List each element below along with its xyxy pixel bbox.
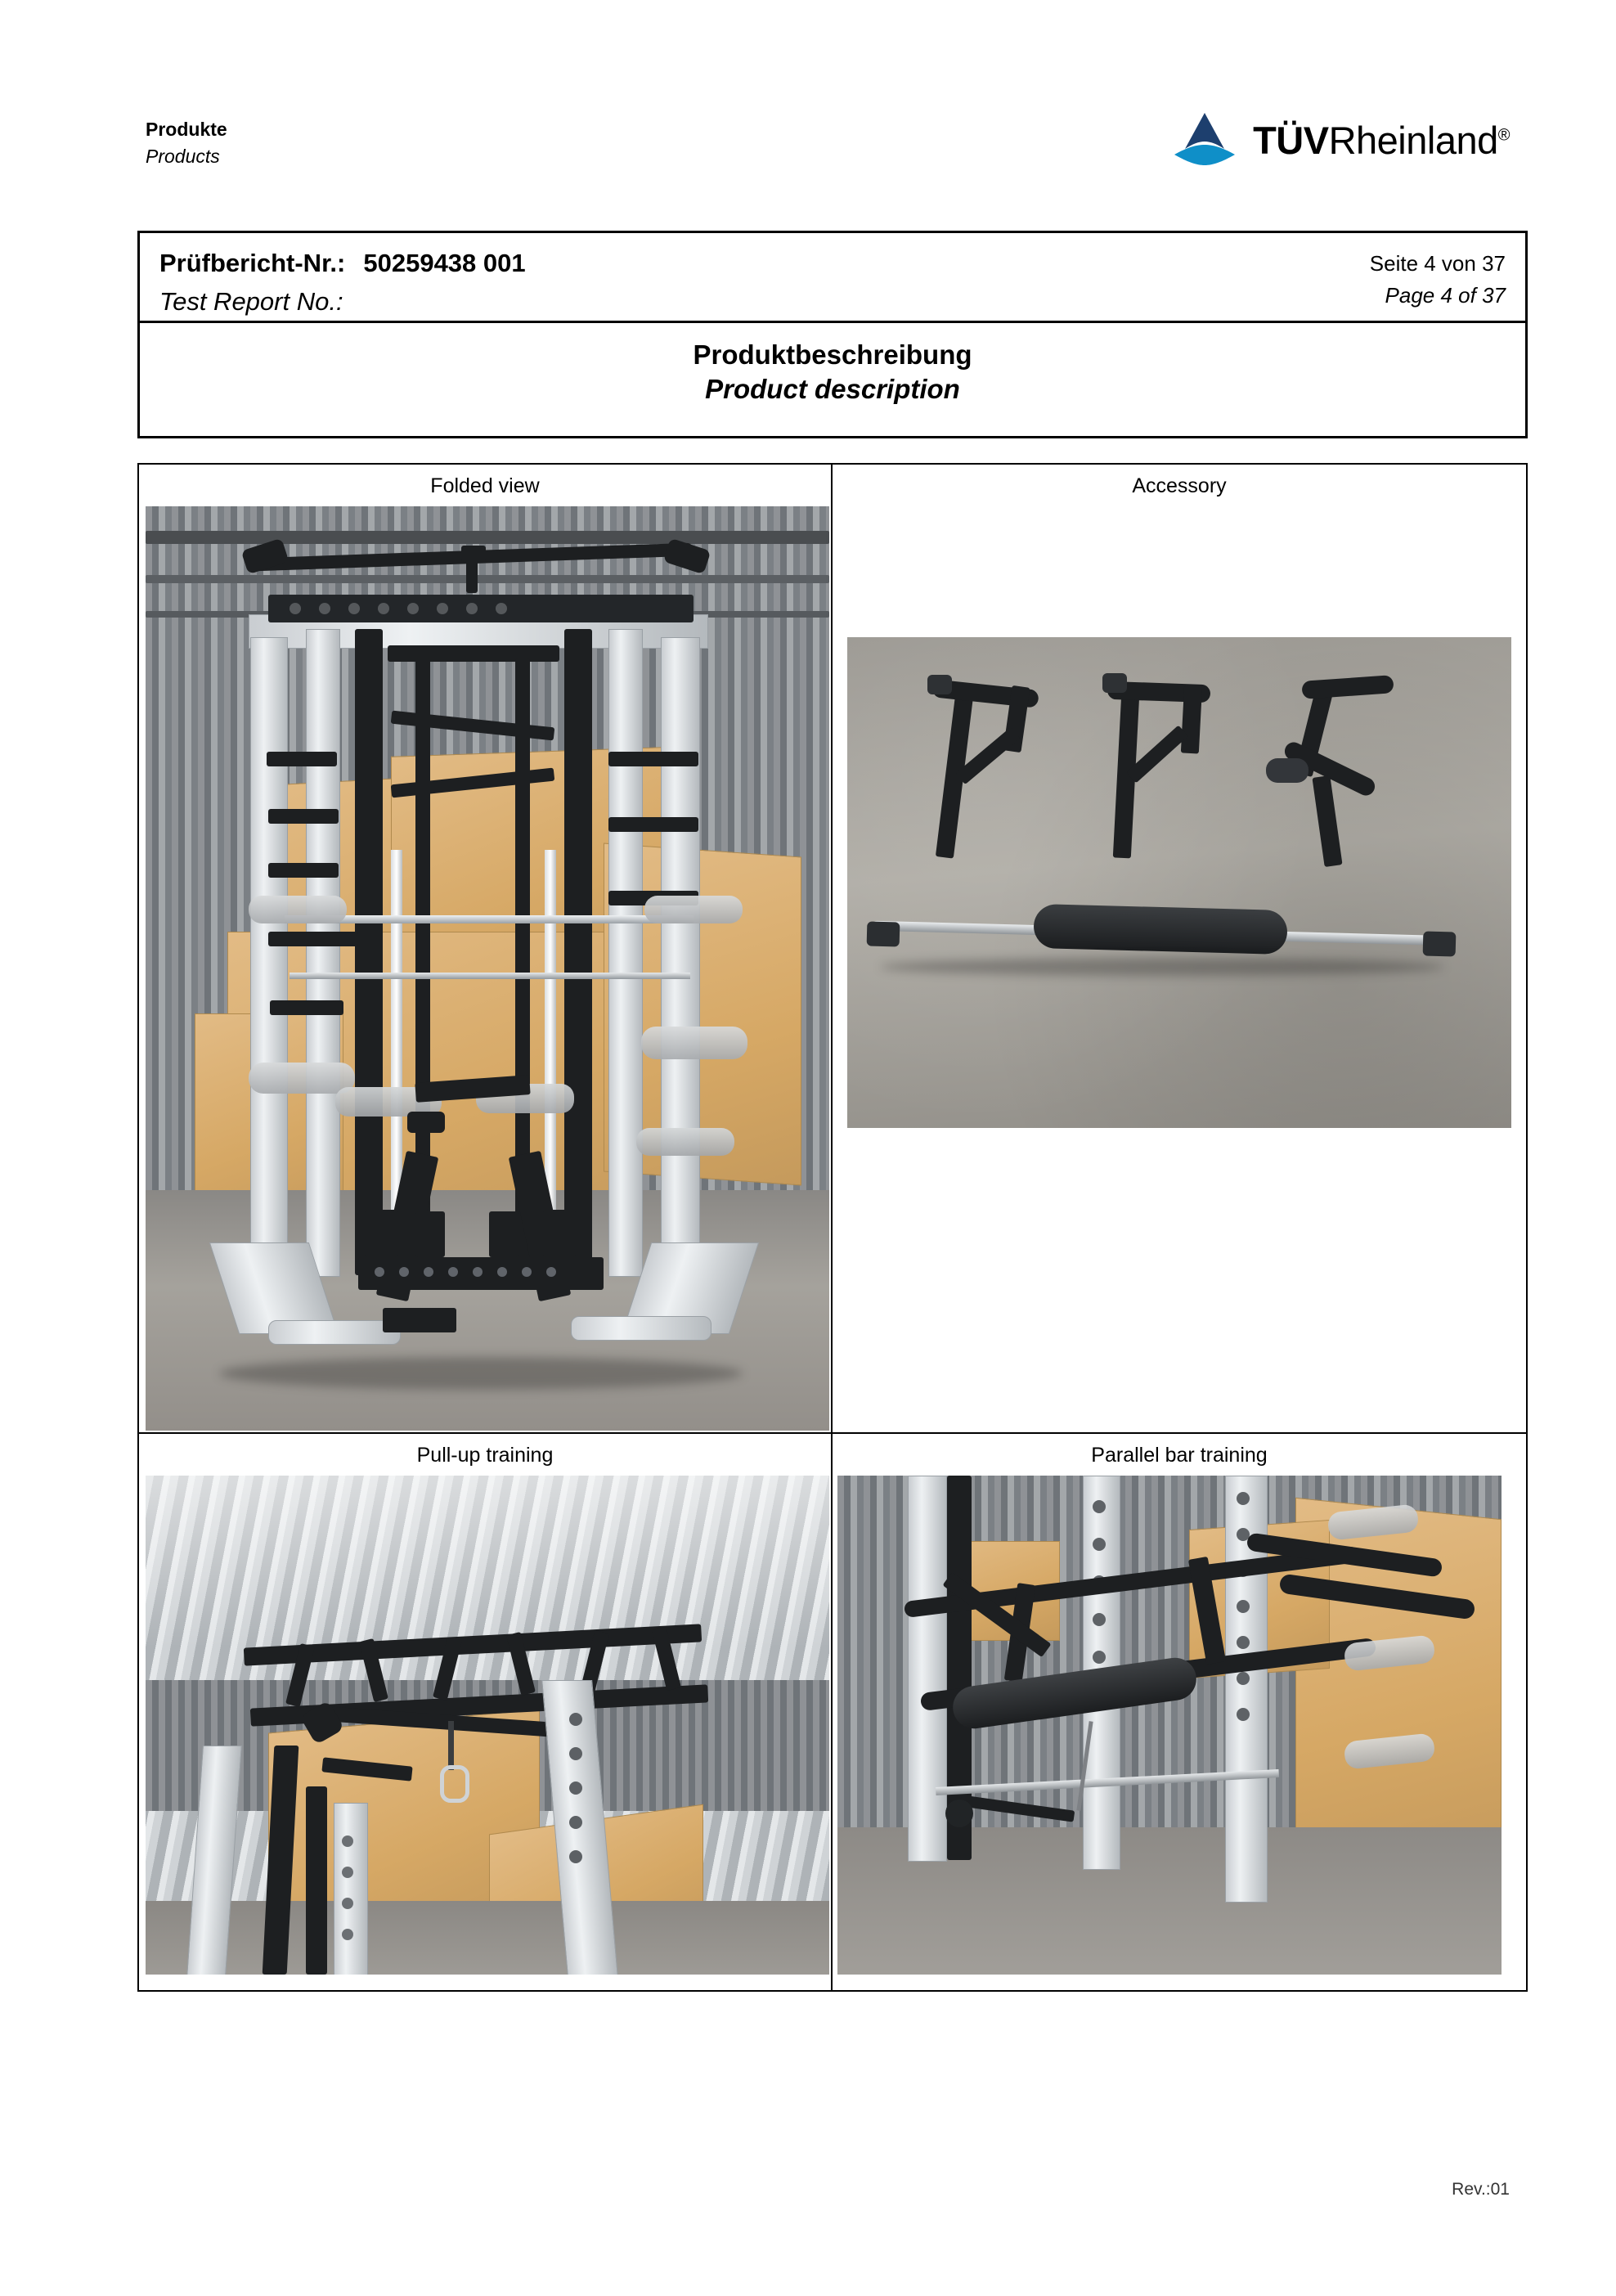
report-number-row — [140, 233, 1525, 323]
figure-cell-folded-view — [139, 465, 833, 1434]
figure-image-accessory — [847, 637, 1511, 1128]
footer-revision: Rev.:01 — [1452, 2180, 1510, 2199]
figure-cell-pullup-training — [139, 1434, 833, 1990]
report-header-box — [137, 231, 1528, 438]
figure-cell-parallel-bar-training — [833, 1434, 1526, 1990]
report-number: 50259438 001 — [363, 249, 526, 277]
report-label-de: Prüfbericht-Nr.: — [159, 249, 346, 277]
report-label-en: Test Report No.: — [159, 286, 343, 316]
report-number-block — [159, 245, 526, 321]
figure-caption-parallel-bar-training: Parallel bar training — [833, 1434, 1526, 1476]
tuv-rheinland-logo-icon — [1169, 108, 1240, 172]
header-product-label — [146, 116, 227, 171]
figure-caption-pullup-training: Pull-up training — [139, 1434, 831, 1476]
tuv-rheinland-logo-text — [1253, 118, 1510, 163]
figure-image-folded-view — [146, 506, 829, 1431]
section-title-en: Product description — [705, 374, 960, 404]
page-number-block — [1370, 248, 1506, 312]
header-product-en: Products — [146, 146, 220, 168]
section-title-de: Produktbeschreibung — [693, 339, 972, 370]
figure-cell-accessory — [833, 465, 1526, 1434]
page-header — [137, 108, 1510, 198]
figure-grid — [137, 463, 1528, 1992]
tuv-rheinland-logo — [1169, 108, 1510, 172]
logo-registered-mark: ® — [1497, 125, 1510, 144]
section-title-row — [140, 339, 1525, 436]
page-number-de: Seite 4 von 37 — [1369, 251, 1506, 276]
logo-text-bold: TÜV — [1253, 118, 1329, 162]
figure-image-parallel-bar-training — [837, 1476, 1502, 1975]
header-product-de: Produkte — [146, 119, 227, 140]
logo-text-regular: Rheinland — [1328, 118, 1498, 162]
page-number-en: Page 4 of 37 — [1385, 283, 1506, 308]
figure-caption-accessory: Accessory — [833, 465, 1526, 506]
figure-image-pullup-training — [146, 1476, 829, 1975]
figure-caption-folded-view: Folded view — [139, 465, 831, 506]
